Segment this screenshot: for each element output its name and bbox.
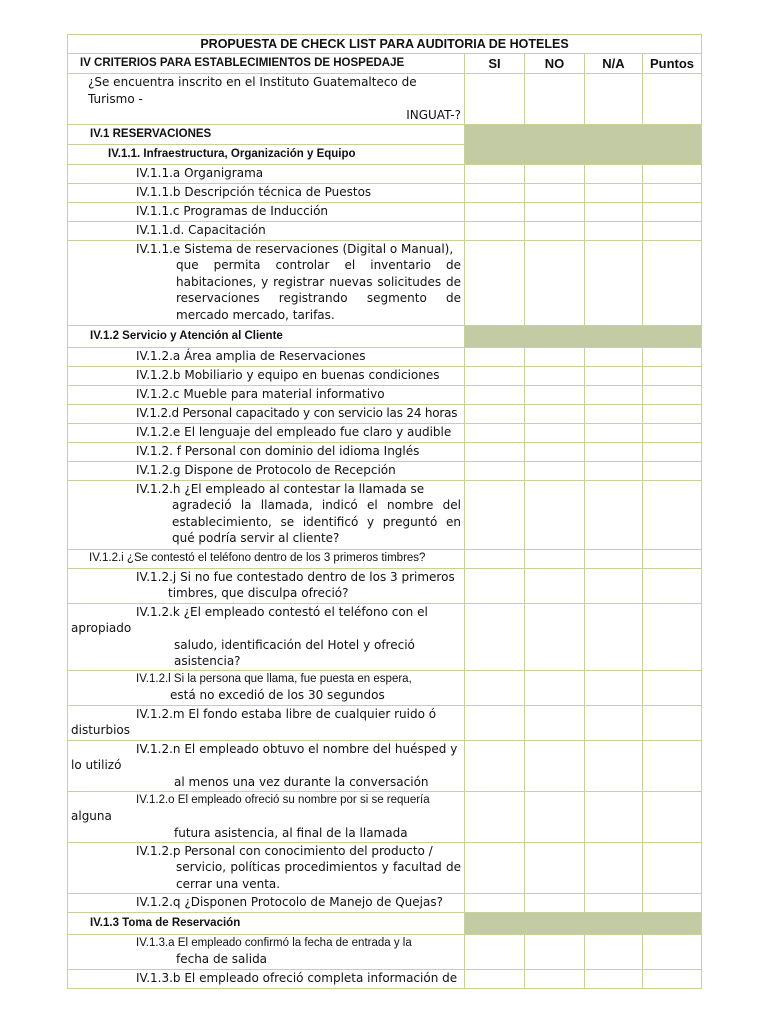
no-cell[interactable] (525, 164, 585, 183)
intro-line-2: INGUAT-? (406, 108, 461, 122)
si-cell[interactable] (465, 366, 525, 385)
na-cell[interactable] (585, 221, 643, 240)
item-line-1: IV.1.2.j Si no fue contestado dentro de los 3 primeros (136, 569, 455, 584)
checklist-row (68, 791, 702, 842)
na-cell[interactable] (585, 893, 643, 912)
no-cell[interactable] (525, 670, 585, 705)
puntos-cell[interactable] (643, 74, 702, 125)
col-no-header: NO (525, 54, 585, 74)
item-text: IV.1.2.d Personal capacitado y con servicio las 24 horas (68, 404, 465, 423)
item-line-1: IV.1.2.k ¿El empleado contestó el teléfono con el (136, 604, 428, 619)
section-row (68, 325, 702, 347)
no-cell[interactable] (525, 934, 585, 969)
puntos-cell[interactable] (643, 442, 702, 461)
si-cell[interactable] (465, 423, 525, 442)
item-line-2: timbres, que disculpa ofreció? (168, 586, 349, 600)
puntos-cell[interactable] (643, 347, 702, 366)
na-cell[interactable] (585, 969, 643, 988)
na-cell[interactable] (585, 423, 643, 442)
na-cell[interactable] (585, 549, 643, 568)
item-line-1: IV.1.2.o El empleado ofreció su nombre por si se requería (136, 793, 430, 806)
item-text: IV.1.1.b Descripción técnica de Puestos (68, 183, 465, 202)
checklist-row (68, 893, 702, 912)
checklist-row (68, 183, 702, 202)
puntos-cell[interactable] (643, 705, 702, 740)
na-cell[interactable] (585, 934, 643, 969)
no-cell[interactable] (525, 480, 585, 549)
no-cell[interactable] (525, 202, 585, 221)
section-heading: IV.1.2 Servicio y Atención al Cliente (68, 325, 465, 347)
na-cell[interactable] (585, 740, 643, 791)
si-cell[interactable] (465, 705, 525, 740)
si-cell[interactable] (465, 934, 525, 969)
item-line-1: IV.1.2.m El fondo estaba libre de cualquier ruido ó (136, 706, 437, 721)
si-cell[interactable] (465, 670, 525, 705)
item-text (68, 705, 465, 740)
shaded-cell (465, 912, 702, 934)
no-cell[interactable] (525, 791, 585, 842)
na-cell[interactable] (585, 442, 643, 461)
item-line-3: al menos una vez durante la conversación (174, 774, 429, 789)
si-cell[interactable] (465, 221, 525, 240)
checklist-row (68, 202, 702, 221)
si-cell[interactable] (465, 791, 525, 842)
page-title: PROPUESTA DE CHECK LIST PARA AUDITORIA DE HOTELES (68, 35, 702, 54)
item-line-rest: agradeció la llamada, indicó el nombre del establecimiento, se identificó y preguntó en qué podría servir al cliente? (172, 498, 461, 545)
si-cell[interactable] (465, 164, 525, 183)
na-cell[interactable] (585, 705, 643, 740)
na-cell[interactable] (585, 164, 643, 183)
item-text: IV.1.2.i ¿Se contestó el teléfono dentro de los 3 primeros timbres? (68, 549, 465, 568)
no-cell[interactable] (525, 568, 585, 603)
item-line-2: está no excedió de los 30 segundos (170, 688, 385, 702)
item-line-1: IV.1.1.e Sistema de reservaciones (Digital o Manual), (136, 241, 454, 256)
item-text (68, 791, 465, 842)
section-heading: IV.1 RESERVACIONES (68, 124, 465, 144)
no-cell[interactable] (525, 74, 585, 125)
puntos-cell[interactable] (643, 164, 702, 183)
item-line-3: futura asistencia, al final de la llamada (174, 825, 408, 840)
no-cell[interactable] (525, 366, 585, 385)
checklist-sheet (67, 34, 701, 989)
puntos-cell[interactable] (643, 202, 702, 221)
puntos-cell[interactable] (643, 969, 702, 988)
no-cell[interactable] (525, 740, 585, 791)
na-cell[interactable] (585, 404, 643, 423)
item-text: IV.1.1.d. Capacitación (68, 221, 465, 240)
puntos-cell[interactable] (643, 183, 702, 202)
na-cell[interactable] (585, 603, 643, 670)
si-cell[interactable] (465, 603, 525, 670)
checklist-row (68, 740, 702, 791)
checklist-row (68, 240, 702, 325)
checklist-table (67, 34, 702, 989)
item-text: IV.1.2.q ¿Disponen Protocolo de Manejo de Quejas? (68, 893, 465, 912)
intro-row (68, 74, 702, 125)
item-text: IV.1.2.a Área amplia de Reservaciones (68, 347, 465, 366)
si-cell[interactable] (465, 893, 525, 912)
item-line-2: disturbios (71, 723, 130, 737)
si-cell[interactable] (465, 442, 525, 461)
si-cell[interactable] (465, 404, 525, 423)
na-cell[interactable] (585, 202, 643, 221)
item-line-2: alguna (71, 809, 112, 823)
title-row (68, 35, 702, 54)
item-text (68, 480, 465, 549)
puntos-cell[interactable] (643, 423, 702, 442)
intro-line-1: ¿Se encuentra inscrito en el Instituto Guatemalteco de Turismo - (88, 75, 417, 106)
si-cell[interactable] (465, 183, 525, 202)
item-text (68, 934, 465, 969)
checklist-row (68, 934, 702, 969)
si-cell[interactable] (465, 842, 525, 893)
item-line-2: apropiado (71, 621, 132, 635)
checklist-row (68, 568, 702, 603)
item-text (68, 240, 465, 325)
si-cell[interactable] (465, 240, 525, 325)
no-cell[interactable] (525, 461, 585, 480)
puntos-cell[interactable] (643, 404, 702, 423)
checklist-row (68, 969, 702, 988)
no-cell[interactable] (525, 842, 585, 893)
checklist-row (68, 164, 702, 183)
checklist-row (68, 480, 702, 549)
checklist-row (68, 347, 702, 366)
puntos-cell[interactable] (643, 461, 702, 480)
item-text: IV.1.3.b El empleado ofreció completa información de (68, 969, 465, 988)
item-line-2: lo utilizó (71, 758, 122, 772)
si-cell[interactable] (465, 385, 525, 404)
no-cell[interactable] (525, 183, 585, 202)
checklist-row (68, 423, 702, 442)
puntos-cell[interactable] (643, 385, 702, 404)
no-cell[interactable] (525, 893, 585, 912)
si-cell[interactable] (465, 480, 525, 549)
item-line-1: IV.1.2.n El empleado obtuvo el nombre del huésped y (136, 741, 458, 756)
item-text: IV.1.1.a Organigrama (68, 164, 465, 183)
puntos-cell[interactable] (643, 740, 702, 791)
no-cell[interactable] (525, 705, 585, 740)
na-cell[interactable] (585, 670, 643, 705)
puntos-cell[interactable] (643, 791, 702, 842)
si-cell[interactable] (465, 969, 525, 988)
na-cell[interactable] (585, 347, 643, 366)
section-row (68, 124, 702, 144)
section-heading: IV.1.3 Toma de Reservación (68, 912, 465, 934)
si-cell[interactable] (465, 740, 525, 791)
na-cell[interactable] (585, 461, 643, 480)
section-row (68, 912, 702, 934)
puntos-cell[interactable] (643, 366, 702, 385)
item-text: IV.1.2.g Dispone de Protocolo de Recepción (68, 461, 465, 480)
col-si-header: SI (465, 54, 525, 74)
no-cell[interactable] (525, 385, 585, 404)
checklist-row (68, 221, 702, 240)
puntos-cell[interactable] (643, 670, 702, 705)
item-text (68, 740, 465, 791)
no-cell[interactable] (525, 442, 585, 461)
item-line-1: IV.1.3.a El empleado confirmó la fecha de entrada y la (136, 936, 412, 949)
item-line-4: asistencia? (174, 654, 241, 668)
na-cell[interactable] (585, 480, 643, 549)
item-line-1: IV.1.2.p Personal con conocimiento del producto / (136, 843, 433, 858)
no-cell[interactable] (525, 423, 585, 442)
no-cell[interactable] (525, 549, 585, 568)
si-cell[interactable] (465, 461, 525, 480)
item-text (68, 670, 465, 705)
shaded-cell (465, 325, 702, 347)
checklist-row (68, 404, 702, 423)
checklist-row (68, 549, 702, 568)
item-line-1: IV.1.2.l Si la persona que llama, fue puesta en espera, (136, 672, 412, 685)
na-cell[interactable] (585, 366, 643, 385)
col-puntos-header: Puntos (643, 54, 702, 74)
si-cell[interactable] (465, 549, 525, 568)
item-text: IV.1.2. f Personal con dominio del idioma Inglés (68, 442, 465, 461)
item-line-2: fecha de salida (176, 952, 268, 966)
item-line-1: IV.1.2.h ¿El empleado al contestar la llamada se (136, 481, 425, 496)
puntos-cell[interactable] (643, 568, 702, 603)
puntos-cell[interactable] (643, 842, 702, 893)
na-cell[interactable] (585, 240, 643, 325)
checklist-row (68, 461, 702, 480)
puntos-cell[interactable] (643, 480, 702, 549)
si-cell[interactable] (465, 202, 525, 221)
na-cell[interactable] (585, 842, 643, 893)
puntos-cell[interactable] (643, 549, 702, 568)
na-cell[interactable] (585, 183, 643, 202)
checklist-row (68, 366, 702, 385)
col-na-header: N/A (585, 54, 643, 74)
column-header-row (68, 54, 702, 74)
no-cell[interactable] (525, 221, 585, 240)
puntos-cell[interactable] (643, 893, 702, 912)
intro-question (68, 74, 465, 125)
item-text: IV.1.1.c Programas de Inducción (68, 202, 465, 221)
item-line-rest: servicio, políticas procedimientos y facultad de cerrar una venta. (176, 860, 461, 891)
na-cell[interactable] (585, 385, 643, 404)
checklist-row (68, 442, 702, 461)
item-line-rest: que permita controlar el inventario de habitaciones, y registrar nuevas solicitudes de reservaciones registrando segmento de mercado mercado, tarifas. (176, 258, 461, 322)
item-text: IV.1.2.b Mobiliario y equipo en buenas condiciones (68, 366, 465, 385)
shaded-cell (465, 124, 702, 164)
puntos-cell[interactable] (643, 934, 702, 969)
na-cell[interactable] (585, 74, 643, 125)
si-cell[interactable] (465, 568, 525, 603)
checklist-row (68, 842, 702, 893)
si-cell[interactable] (465, 74, 525, 125)
si-cell[interactable] (465, 347, 525, 366)
item-text (68, 603, 465, 670)
checklist-row (68, 670, 702, 705)
item-line-3: saludo, identificación del Hotel y ofreció (174, 637, 415, 652)
no-cell[interactable] (525, 603, 585, 670)
checklist-row (68, 603, 702, 670)
criteria-header: IV CRITERIOS PARA ESTABLECIMIENTOS DE HOSPEDAJE (68, 54, 465, 74)
puntos-cell[interactable] (643, 240, 702, 325)
checklist-row (68, 385, 702, 404)
no-cell[interactable] (525, 969, 585, 988)
subsection-heading: IV.1.1. Infraestructura, Organización y Equipo (68, 144, 465, 164)
item-text (68, 568, 465, 603)
na-cell[interactable] (585, 568, 643, 603)
no-cell[interactable] (525, 240, 585, 325)
puntos-cell[interactable] (643, 603, 702, 670)
na-cell[interactable] (585, 791, 643, 842)
item-text (68, 842, 465, 893)
item-text: IV.1.2.e El lenguaje del empleado fue claro y audible (68, 423, 465, 442)
no-cell[interactable] (525, 347, 585, 366)
checklist-row (68, 705, 702, 740)
no-cell[interactable] (525, 404, 585, 423)
item-text: IV.1.2.c Mueble para material informativo (68, 385, 465, 404)
puntos-cell[interactable] (643, 221, 702, 240)
